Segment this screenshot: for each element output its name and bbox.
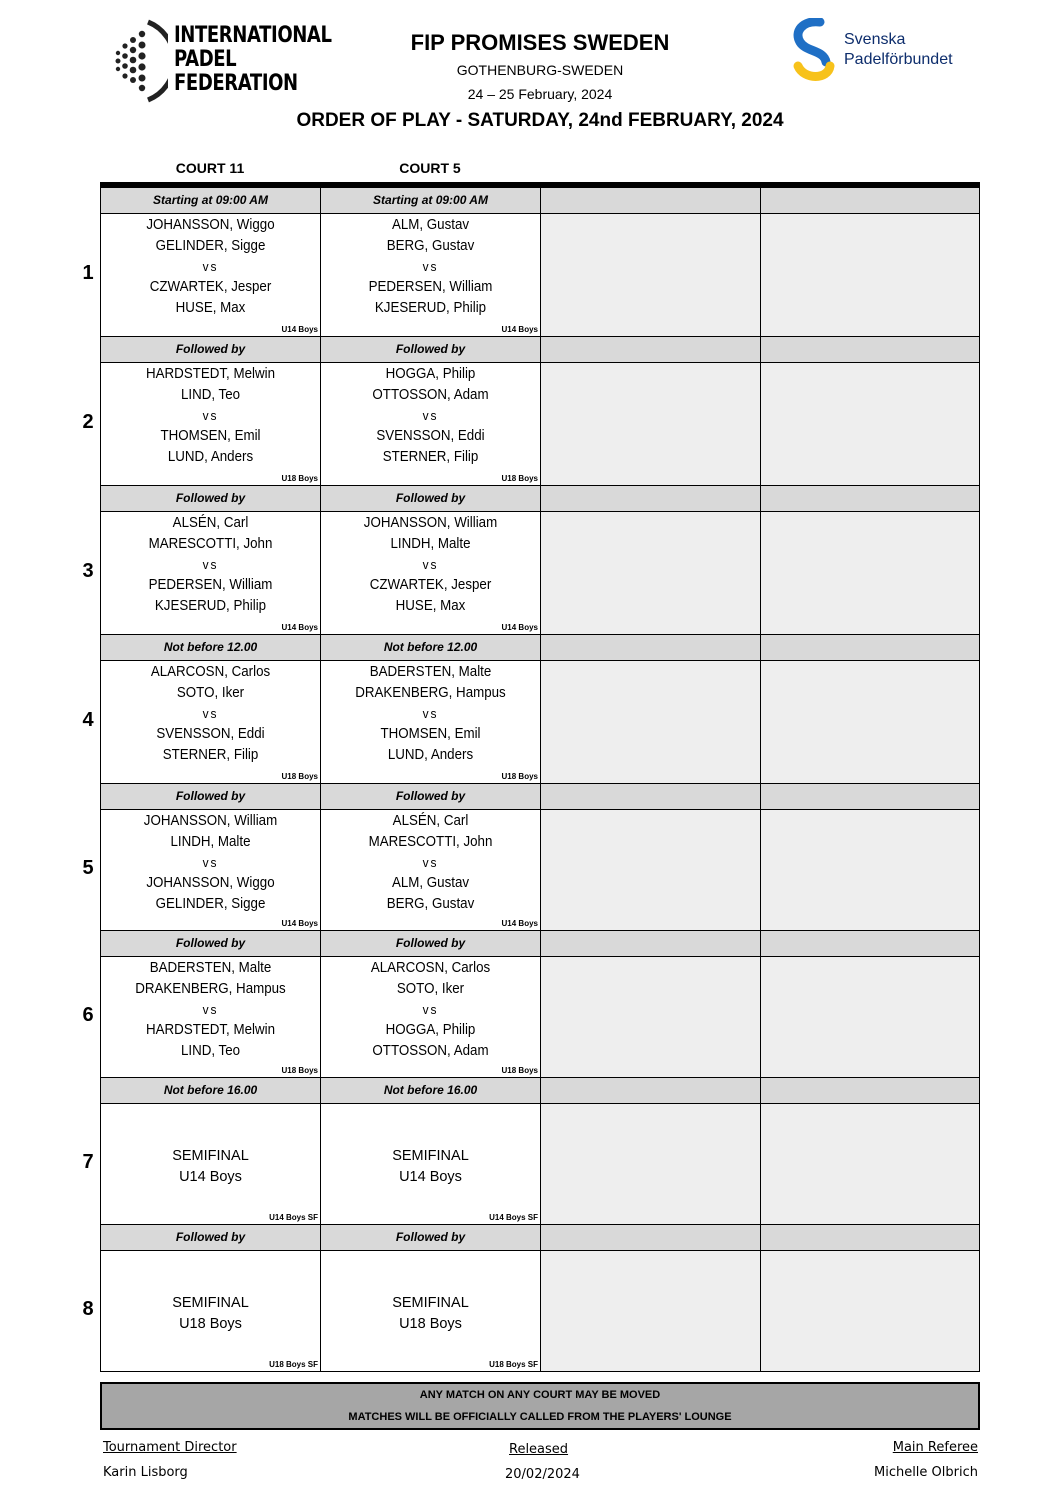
semifinal-line: U18 Boys — [399, 1316, 462, 1332]
semifinal-line: U14 Boys — [399, 1169, 462, 1185]
match-names — [110, 810, 311, 915]
category-label: U18 Boys — [501, 474, 538, 483]
match-names — [330, 661, 531, 766]
empty-court-cell — [760, 363, 980, 485]
player-name: HOGGA, Philip — [385, 366, 476, 382]
empty-time-cell — [760, 931, 980, 956]
time-row — [100, 485, 980, 512]
empty-time-cell — [760, 1078, 980, 1103]
versus-label: vs — [422, 1001, 439, 1017]
semifinal-text — [321, 1104, 540, 1188]
schedule-grid — [82, 182, 980, 1372]
empty-court-cell — [760, 957, 980, 1077]
player-name: ALSÉN, Carl — [392, 813, 469, 829]
referee-name: Michelle Olbrich — [873, 1465, 978, 1480]
empty-court-cell — [760, 661, 980, 783]
empty-court-cell — [540, 957, 760, 1077]
semifinal-cell — [320, 1104, 540, 1224]
player-name: OTTOSSON, Adam — [372, 386, 489, 403]
player-name: JOHANSSON, Wiggo — [146, 217, 275, 233]
empty-time-cell — [540, 188, 760, 213]
player-name: HUSE, Max — [175, 300, 246, 317]
released-label: Released — [509, 1442, 569, 1457]
category-label: U14 Boys — [281, 919, 318, 928]
player-name: DRAKENBERG, Hampus — [355, 684, 506, 701]
match-names — [110, 214, 311, 319]
player-name: BERG, Gustav — [386, 896, 475, 913]
notice-line: MATCHES WILL BE OFFICIALLY CALLED FROM THE PLAYERS' LOUNGE — [348, 1411, 732, 1423]
versus-label: vs — [202, 705, 219, 721]
match-cell — [320, 363, 540, 485]
empty-court-cell — [540, 214, 760, 336]
start-time: Not before 12.00 — [320, 635, 540, 660]
versus-label: vs — [422, 556, 439, 572]
player-name: STERNER, Filip — [382, 449, 479, 466]
versus-label: vs — [422, 854, 439, 870]
tournament-dates: 24 – 25 February, 2024 — [467, 86, 613, 102]
match-names — [110, 661, 311, 766]
tournament-city: GOTHENBURG-SWEDEN — [456, 62, 624, 78]
start-time: Followed by — [320, 931, 540, 956]
semifinal-text — [321, 1251, 540, 1335]
federation-logo-line: PADEL — [174, 47, 237, 72]
versus-label: vs — [202, 258, 219, 274]
start-time: Not before 12.00 — [100, 635, 320, 660]
semifinal-line: U18 Boys — [179, 1316, 242, 1332]
empty-court-cell — [760, 1104, 980, 1224]
category-label: U18 Boys SF — [489, 1360, 538, 1369]
empty-time-cell — [760, 188, 980, 213]
match-cell — [100, 810, 320, 930]
match-cell — [100, 512, 320, 634]
time-row — [100, 634, 980, 661]
player-name: OTTOSSON, Adam — [372, 1043, 489, 1060]
match-names — [330, 810, 531, 915]
semifinal-cell — [100, 1104, 320, 1224]
released-date: 20/02/2024 — [505, 1467, 580, 1482]
player-name: ALSÉN, Carl — [172, 515, 249, 531]
player-name: LIND, Teo — [180, 386, 241, 403]
player-name: SVENSSON, Eddi — [156, 726, 265, 743]
player-name: GELINDER, Sigge — [155, 237, 266, 254]
category-label: U18 Boys — [501, 1066, 538, 1075]
empty-time-cell — [760, 635, 980, 660]
round-number: 5 — [82, 857, 94, 879]
versus-label: vs — [422, 258, 439, 274]
semifinal-line: SEMIFINAL — [392, 1295, 469, 1311]
player-name: HARDSTEDT, Melwin — [146, 1022, 275, 1039]
semifinal-cell — [320, 1251, 540, 1371]
notice-line: ANY MATCH ON ANY COURT MAY BE MOVED — [419, 1389, 661, 1401]
player-name: ALM, Gustav — [391, 875, 470, 892]
player-name: ALARCOSN, Carlos — [370, 960, 491, 976]
sponsor-logo-line: Padelförbundet — [844, 51, 953, 68]
versus-label: vs — [422, 407, 439, 423]
order-of-play-title: ORDER OF PLAY - SATURDAY, 24nd FEBRUARY, 2024 — [296, 110, 784, 131]
player-name: THOMSEN, Emil — [380, 726, 481, 743]
match-names — [110, 957, 311, 1062]
empty-court-cell — [760, 512, 980, 634]
match-cell — [320, 957, 540, 1077]
court-header: COURT 5 — [399, 160, 461, 176]
federation-logo-line: INTERNATIONAL — [174, 23, 332, 48]
category-label: U18 Boys — [281, 1066, 318, 1075]
time-row — [100, 187, 980, 214]
category-label: U14 Boys SF — [269, 1213, 318, 1222]
semifinal-line: U14 Boys — [179, 1169, 242, 1185]
player-name: KJESERUD, Philip — [154, 598, 267, 615]
match-cell — [320, 214, 540, 336]
time-row — [100, 1224, 980, 1251]
empty-time-cell — [760, 784, 980, 809]
round-number: 1 — [82, 262, 94, 284]
empty-time-cell — [540, 1078, 760, 1103]
round-number: 3 — [82, 560, 94, 582]
time-row — [100, 930, 980, 957]
versus-label: vs — [202, 556, 219, 572]
start-time: Followed by — [100, 1225, 320, 1250]
player-name: THOMSEN, Emil — [160, 428, 261, 445]
match-row — [82, 957, 980, 1077]
player-name: MARESCOTTI, John — [368, 833, 493, 850]
category-label: U14 Boys — [501, 919, 538, 928]
player-name: SOTO, Iker — [176, 684, 245, 701]
empty-court-cell — [760, 1251, 980, 1371]
match-cell — [320, 661, 540, 783]
player-name: MARESCOTTI, John — [148, 535, 273, 552]
start-time: Followed by — [320, 337, 540, 362]
match-names — [110, 512, 311, 617]
versus-label: vs — [422, 705, 439, 721]
semifinal-text — [101, 1251, 320, 1335]
player-name: CZWARTEK, Jesper — [149, 279, 272, 296]
category-label: U14 Boys — [281, 325, 318, 334]
empty-court-cell — [540, 512, 760, 634]
start-time: Followed by — [320, 1225, 540, 1250]
player-name: LUND, Anders — [387, 747, 474, 764]
category-label: U14 Boys — [281, 623, 318, 632]
player-name: JOHANSSON, Wiggo — [146, 875, 275, 892]
player-name: HOGGA, Philip — [385, 1022, 476, 1039]
player-name: HUSE, Max — [395, 598, 466, 615]
match-cell — [100, 661, 320, 783]
empty-time-cell — [540, 1225, 760, 1250]
match-names — [330, 512, 531, 617]
player-name: LUND, Anders — [167, 449, 254, 466]
player-name: LIND, Teo — [180, 1043, 241, 1060]
start-time: Starting at 09:00 AM — [100, 188, 320, 213]
empty-time-cell — [540, 635, 760, 660]
start-time: Followed by — [320, 486, 540, 511]
time-row — [100, 1077, 980, 1104]
player-name: ALM, Gustav — [391, 217, 470, 233]
versus-label: vs — [202, 1001, 219, 1017]
match-cell — [100, 214, 320, 336]
empty-time-cell — [760, 1225, 980, 1250]
semifinal-line: SEMIFINAL — [172, 1295, 249, 1311]
time-row — [100, 783, 980, 810]
round-number: 8 — [82, 1298, 94, 1320]
player-name: PEDERSEN, William — [368, 279, 493, 296]
empty-court-cell — [760, 214, 980, 336]
player-name: BERG, Gustav — [386, 237, 475, 254]
start-time: Followed by — [100, 337, 320, 362]
start-time: Followed by — [320, 784, 540, 809]
category-label: U14 Boys — [501, 623, 538, 632]
category-label: U18 Boys — [501, 772, 538, 781]
empty-time-cell — [540, 337, 760, 362]
empty-court-cell — [540, 810, 760, 930]
player-name: GELINDER, Sigge — [155, 896, 266, 913]
referee-label: Main Referee — [892, 1440, 978, 1455]
player-name: PEDERSEN, William — [148, 577, 273, 594]
federation-logo-line: FEDERATION — [174, 71, 298, 96]
empty-time-cell — [540, 486, 760, 511]
versus-label: vs — [202, 407, 219, 423]
category-label: U14 Boys SF — [489, 1213, 538, 1222]
player-name: STERNER, Filip — [162, 747, 259, 764]
page-title: FIP PROMISES SWEDEN — [410, 30, 670, 55]
semifinal-cell — [100, 1251, 320, 1371]
match-names — [330, 957, 531, 1062]
player-name: KJESERUD, Philip — [374, 300, 487, 317]
time-row — [100, 336, 980, 363]
start-time: Starting at 09:00 AM — [320, 188, 540, 213]
empty-time-cell — [760, 337, 980, 362]
player-name: JOHANSSON, William — [363, 515, 498, 531]
player-name: SVENSSON, Eddi — [376, 428, 485, 445]
player-name: HARDSTEDT, Melwin — [146, 366, 275, 382]
director-label: Tournament Director — [103, 1440, 237, 1455]
grid-bottom-border — [100, 1371, 980, 1372]
player-name: SOTO, Iker — [396, 980, 465, 997]
sponsor-logo-line: Svenska — [844, 31, 906, 48]
match-row — [82, 661, 980, 783]
empty-court-cell — [760, 810, 980, 930]
match-cell — [320, 512, 540, 634]
director-name: Karin Lisborg — [103, 1465, 188, 1480]
empty-court-cell — [540, 1251, 760, 1371]
empty-court-cell — [540, 661, 760, 783]
match-names — [110, 363, 311, 468]
notice-banner — [100, 1382, 980, 1430]
player-name: CZWARTEK, Jesper — [369, 577, 492, 594]
start-time: Not before 16.00 — [320, 1078, 540, 1103]
empty-time-cell — [760, 486, 980, 511]
semifinal-line: SEMIFINAL — [172, 1148, 249, 1164]
semifinal-line: SEMIFINAL — [392, 1148, 469, 1164]
match-row — [82, 214, 980, 336]
court-header: COURT 11 — [175, 160, 245, 176]
match-cell — [100, 363, 320, 485]
category-label: U14 Boys — [501, 325, 538, 334]
player-name: BADERSTEN, Malte — [149, 960, 272, 976]
player-name: JOHANSSON, William — [143, 813, 278, 829]
semifinal-text — [101, 1104, 320, 1188]
category-label: U18 Boys — [281, 772, 318, 781]
start-time: Followed by — [100, 931, 320, 956]
match-row — [82, 810, 980, 930]
match-row — [82, 512, 980, 634]
start-time: Not before 16.00 — [100, 1078, 320, 1103]
match-names — [330, 363, 531, 468]
match-row — [82, 1251, 980, 1371]
empty-time-cell — [540, 784, 760, 809]
start-time: Followed by — [100, 486, 320, 511]
player-name: ALARCOSN, Carlos — [150, 664, 271, 680]
match-names — [330, 214, 531, 319]
category-label: U18 Boys — [281, 474, 318, 483]
player-name: DRAKENBERG, Hampus — [135, 980, 286, 997]
empty-time-cell — [540, 931, 760, 956]
player-name: LINDH, Malte — [170, 833, 251, 850]
match-cell — [320, 810, 540, 930]
empty-court-cell — [540, 1104, 760, 1224]
round-number: 2 — [82, 411, 94, 433]
match-row — [82, 1104, 980, 1224]
round-number: 4 — [82, 709, 94, 731]
start-time: Followed by — [100, 784, 320, 809]
player-name: BADERSTEN, Malte — [369, 664, 492, 680]
round-number: 6 — [82, 1004, 94, 1026]
player-name: LINDH, Malte — [390, 535, 471, 552]
round-number: 7 — [82, 1151, 94, 1173]
empty-court-cell — [540, 363, 760, 485]
match-cell — [100, 957, 320, 1077]
match-row — [82, 363, 980, 485]
category-label: U18 Boys SF — [269, 1360, 318, 1369]
versus-label: vs — [202, 854, 219, 870]
